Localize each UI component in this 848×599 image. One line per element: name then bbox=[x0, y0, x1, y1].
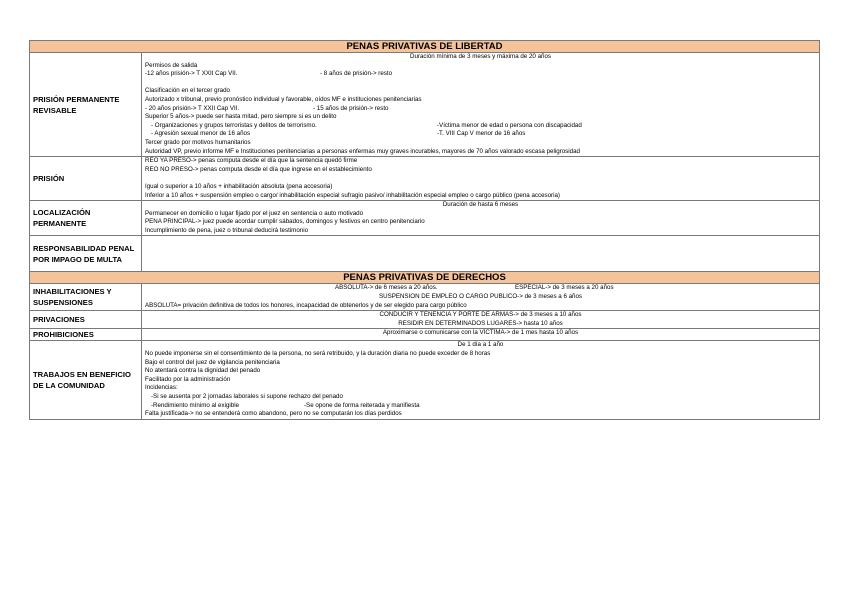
ppr-line: Tercer grado por motivos humanitarios bbox=[145, 138, 251, 146]
row-trabajos bbox=[30, 341, 820, 419]
ppr-line-pair bbox=[145, 130, 816, 139]
trabajos-line: -Si se ausenta por 2 jornadas laborales si supone rechazo del penado bbox=[151, 393, 343, 400]
ppr-line: - 8 años de prisión-> resto bbox=[320, 70, 393, 78]
label-prision: PRISIÓN bbox=[30, 157, 142, 201]
trabajos-duration: De 1 día a 1 año bbox=[457, 341, 504, 349]
inhab-line: SUSPENSIÓN DE EMPLEO O CARGO PÚBLICO-> de 3 meses a 6 años bbox=[378, 293, 583, 301]
label-trabajos: TRABAJOS EN BENEFICIO DE LA COMUNIDAD bbox=[30, 341, 142, 419]
row-prision bbox=[30, 157, 820, 201]
ppr-line: - 15 años de prisión-> resto bbox=[313, 104, 389, 112]
prision-line: Igual o superior a 10 años + inhabilitación absoluta (pena accesoria) bbox=[145, 182, 333, 190]
section-title-derechos: PENAS PRIVATIVAS DE DERECHOS bbox=[30, 272, 820, 284]
penas-table bbox=[29, 40, 820, 420]
ppr-line: Clasificación en el tercer grado bbox=[145, 87, 230, 95]
ppr-line-pair bbox=[145, 122, 816, 131]
content-prision-permanente bbox=[142, 53, 820, 157]
inhab-line-pair bbox=[145, 284, 816, 293]
trabajos-line: Bajo el control del juez de vigilancia penitenciaria bbox=[145, 358, 280, 366]
ppr-line: Superior 5 años-> puede ser hasta mitad, pero siempre si es un delito bbox=[145, 113, 337, 121]
trabajos-line: No atentará contra la dignidad del penado bbox=[145, 367, 261, 375]
content-trabajos bbox=[142, 341, 820, 419]
trabajos-line: Falta justificada-> no se entenderá como abandono, pero no se computarán los días perdidos bbox=[145, 410, 402, 418]
trabajos-line: No puede imponerse sin el consentimiento de la persona, no será retribuido, y la duración diaria no puede exceder de 8 horas bbox=[145, 350, 491, 358]
ppr-duration: Duración mínima de 3 meses y máxima de 20 años bbox=[409, 53, 551, 60]
section-title-libertad: PENAS PRIVATIVAS DE LIBERTAD bbox=[30, 41, 820, 53]
label-localizacion: LOCALIZACIÓN PERMANENTE bbox=[30, 201, 142, 236]
ppr-line: - Organizaciones y grupos terroristas y delitos de terrorismo. bbox=[151, 121, 317, 129]
inhab-line: ABSOLUTA-> de 6 meses a 20 años. bbox=[335, 284, 438, 292]
content-prohibiciones bbox=[142, 329, 820, 341]
content-privaciones bbox=[142, 311, 820, 329]
label-prohibiciones: PROHIBICIONES bbox=[30, 329, 142, 341]
privaciones-line: CONDUCIR Y TENENCIA Y PORTE DE ARMAS-> de 3 meses a 10 años bbox=[379, 311, 582, 319]
label-inhabilitaciones: INHABILITACIONES Y SUSPENSIONES bbox=[30, 284, 142, 311]
row-inhabilitaciones bbox=[30, 284, 820, 311]
trabajos-line: Incidencias: bbox=[145, 384, 178, 392]
row-localizacion bbox=[30, 201, 820, 236]
prohibiciones-line: Aproximarse o comunicarse con la VÍCTIMA-> de 1 mes hasta 10 años bbox=[382, 329, 579, 337]
content-inhabilitaciones bbox=[142, 284, 820, 311]
penas-table-sheet bbox=[29, 40, 819, 420]
content-localizacion bbox=[142, 201, 820, 236]
ppr-line-pair bbox=[145, 105, 816, 114]
prision-line: REO NO PRESO-> penas computa desde el día que ingrese en el establecimiento bbox=[145, 165, 372, 173]
ppr-line: - Agresión sexual menor de 16 años bbox=[151, 130, 251, 138]
trabajos-line: -Se opone de forma reiterada y manifiesta bbox=[304, 401, 420, 409]
ppr-line: Permisos de salida bbox=[145, 61, 198, 69]
row-prohibiciones bbox=[30, 329, 820, 341]
ppr-line: -Víctima menor de edad o persona con discapacidad bbox=[437, 121, 582, 129]
localizacion-duration: Duración de hasta 6 meses bbox=[442, 201, 519, 209]
row-privaciones bbox=[30, 311, 820, 329]
row-responsabilidad bbox=[30, 236, 820, 272]
inhab-line: ESPECIAL-> de 3 meses a 20 años bbox=[515, 284, 614, 292]
inhab-line: ABSOLUTA= privación definitiva de todos los honores, incapacidad de obtenerlos y de ser elegido para cargo público bbox=[145, 301, 467, 309]
content-responsabilidad bbox=[142, 236, 820, 272]
ppr-line: - 20 años prisión-> T XXII Cap VII. bbox=[145, 104, 240, 112]
label-privaciones: PRIVACIONES bbox=[30, 311, 142, 329]
header-row-libertad bbox=[30, 41, 820, 53]
spacer bbox=[145, 174, 816, 183]
trabajos-line-pair bbox=[145, 402, 816, 411]
ppr-line: Autoridad VP, previo informe MF e Instituciones penitenciarias a personas enfermas muy graves incurables, mayores de 70 años valorado escasa peligrosidad bbox=[145, 147, 580, 155]
ppr-line: -12 años prisión-> T XXII Cap VII. bbox=[145, 70, 238, 78]
trabajos-line: Facilitado por la administración bbox=[145, 375, 231, 383]
privaciones-line: RESIDIR EN DETERMINADOS LUGARES-> hasta 10 años bbox=[398, 319, 563, 327]
row-prision-permanente bbox=[30, 53, 820, 157]
header-row-derechos bbox=[30, 272, 820, 284]
spacer bbox=[145, 79, 816, 88]
label-prision-permanente: PRISIÓN PERMANENTE REVISABLE bbox=[30, 53, 142, 157]
localizacion-line: PENA PRINCIPAL-> juez puede acordar cumplir sábados, domingos y festivos en centro penitenciario bbox=[145, 218, 425, 226]
ppr-line: -T. VIII Cap V menor de 16 años bbox=[437, 130, 526, 138]
ppr-line-pair bbox=[145, 70, 816, 79]
label-responsabilidad: RESPONSABILIDAD PENAL POR IMPAGO DE MULTA bbox=[30, 236, 142, 272]
prision-line: REO YA PRESO-> penas computa desde el día que la sentencia quedó firme bbox=[145, 157, 358, 165]
ppr-line: Autorizado x tribunal, previo pronóstico individual y favorable, oídos MF e instituciones penitenciarias bbox=[145, 95, 422, 103]
localizacion-line: Incumplimiento de pena, juez o tribunal deducirá testimonio bbox=[145, 226, 309, 234]
trabajos-line: -Rendimiento mínimo al exigible bbox=[151, 401, 240, 409]
localizacion-line: Permanecer en domicilio o lugar fijado por el juez en sentencia o auto motivado bbox=[145, 209, 364, 217]
prision-line: Inferior a 10 años + suspensión empleo o cargo/ inhabilitación especial sufragio pasivo/ inhabilitación especial empleo o cargo público (pena accesoria) bbox=[145, 191, 560, 199]
content-prision bbox=[142, 157, 820, 201]
